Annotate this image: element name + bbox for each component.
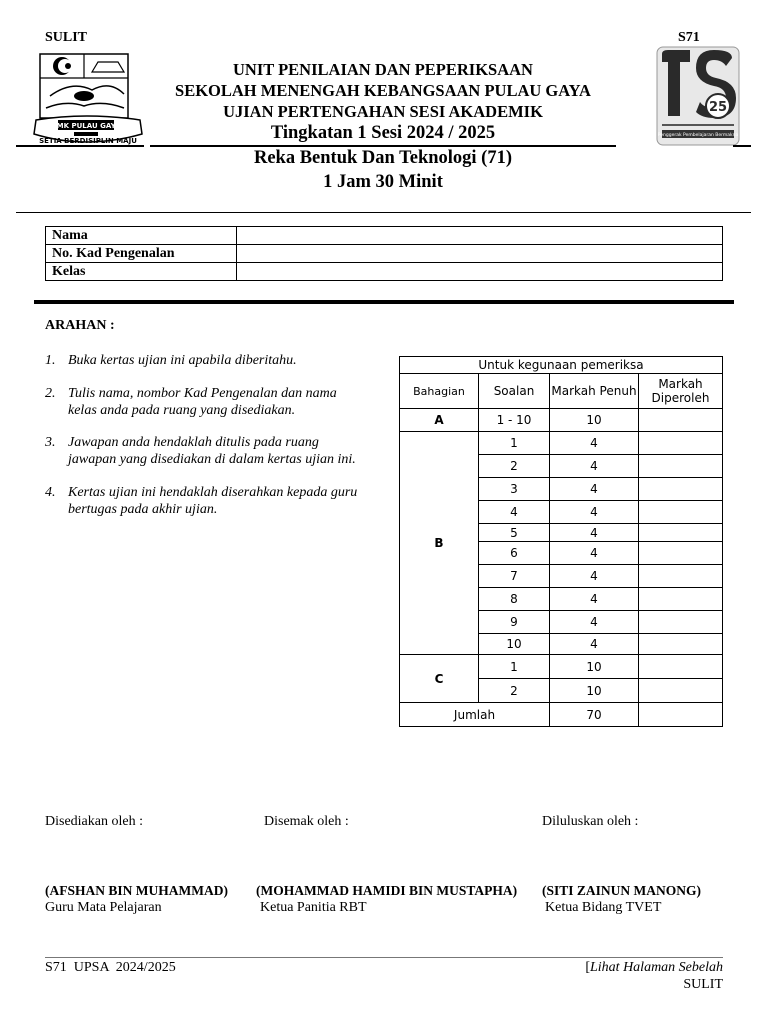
footer-code: S71 UPSA 2024/2025 <box>45 960 176 975</box>
row-penuh: 10 <box>550 679 639 703</box>
instructions-title: ARAHAN : <box>45 318 115 333</box>
row-soalan: 3 <box>479 478 550 501</box>
footer-classification: SULIT <box>683 977 723 992</box>
row-score-cell[interactable] <box>639 565 723 588</box>
info-row-name <box>46 227 723 245</box>
row-penuh: 4 <box>550 565 639 588</box>
signature-title: Ketua Bidang TVET <box>545 900 662 915</box>
header-soalan: Soalan <box>479 374 550 409</box>
info-label: Nama <box>46 227 237 245</box>
ts25-number: 25 <box>708 100 728 115</box>
row-soalan: 4 <box>479 501 550 524</box>
student-info-table <box>45 226 723 281</box>
header-line-2: SEKOLAH MENENGAH KEBANGSAAN PULAU GAYA <box>175 81 591 100</box>
thick-divider <box>34 300 734 304</box>
section-b-label: B <box>400 432 479 655</box>
instruction-item <box>45 434 365 468</box>
signature-title: Guru Mata Pelajaran <box>45 900 162 915</box>
row-penuh: 4 <box>550 478 639 501</box>
header-rule-right <box>733 145 751 147</box>
info-value-field[interactable] <box>237 245 723 263</box>
instruction-item <box>45 385 365 419</box>
row-soalan: 7 <box>479 565 550 588</box>
row-soalan: 2 <box>479 679 550 703</box>
signature-name: (MOHAMMAD HAMIDI BIN MUSTAPHA) <box>256 883 518 898</box>
signature-role: Diluluskan oleh : <box>542 814 639 829</box>
instruction-text: Tulis nama, nombor Kad Pengenalan dan nama kelas anda pada ruang yang disediakan. <box>68 386 337 418</box>
row-penuh: 4 <box>550 455 639 478</box>
row-soalan: 5 <box>479 524 550 542</box>
row-score-cell[interactable] <box>639 611 723 634</box>
row-soalan: 2 <box>479 455 550 478</box>
section-a-penuh: 10 <box>550 409 639 432</box>
ts25-program-logo <box>656 46 740 146</box>
signature-name: (AFSHAN BIN MUHAMMAD) <box>45 883 228 898</box>
classification-label: SULIT <box>45 30 88 45</box>
examiner-marks-table <box>399 356 723 727</box>
total-label: Jumlah <box>400 703 550 727</box>
instruction-item <box>45 352 365 369</box>
section-a-label: A <box>400 409 479 432</box>
instruction-number: 3. <box>45 435 56 450</box>
info-row-class <box>46 263 723 281</box>
marks-table-title: Untuk kegunaan pemeriksa <box>400 357 723 374</box>
row-score-cell[interactable] <box>639 634 723 655</box>
row-score-cell[interactable] <box>639 478 723 501</box>
row-penuh: 4 <box>550 588 639 611</box>
row-score-cell[interactable] <box>639 524 723 542</box>
row-penuh: 4 <box>550 501 639 524</box>
signature-role: Disemak oleh : <box>264 814 349 829</box>
signature-title: Ketua Panitia RBT <box>260 900 367 915</box>
subject-title: Reka Bentuk Dan Teknologi (71) <box>253 148 513 168</box>
header-line-4: Tingkatan 1 Sesi 2024 / 2025 <box>270 123 496 143</box>
title-divider <box>16 212 751 213</box>
total-score-cell[interactable] <box>639 703 723 727</box>
header-line-1: UNIT PENILAIAN DAN PEPERIKSAAN <box>233 60 533 79</box>
ts25-tagline: Penggerak Pembelajaran Bermakna <box>657 133 739 138</box>
row-score-cell[interactable] <box>639 455 723 478</box>
section-a-score-cell[interactable] <box>639 409 723 432</box>
header-markah-diperoleh: Markah Diperoleh <box>639 374 723 409</box>
info-value-field[interactable] <box>237 227 723 245</box>
paper-code: S71 <box>678 30 700 45</box>
signature-role: Disediakan oleh : <box>45 814 143 829</box>
info-label: Kelas <box>46 263 237 281</box>
info-row-ic <box>46 245 723 263</box>
row-penuh: 4 <box>550 634 639 655</box>
row-penuh: 4 <box>550 542 639 565</box>
row-penuh: 4 <box>550 611 639 634</box>
footer-next-page-text: Lihat Halaman Sebelah <box>590 960 723 975</box>
row-soalan: 8 <box>479 588 550 611</box>
header-bahagian: Bahagian <box>400 374 479 409</box>
row-soalan: 1 <box>479 655 550 679</box>
total-penuh: 70 <box>550 703 639 727</box>
section-a-soalan: 1 - 10 <box>479 409 550 432</box>
instruction-number: 4. <box>45 485 56 500</box>
row-score-cell[interactable] <box>639 588 723 611</box>
header-line-3: UJIAN PERTENGAHAN SESI AKADEMIK <box>223 102 543 121</box>
instruction-text: Jawapan anda hendaklah ditulis pada ruang jawapan yang disediakan di dalam kertas ujian ini. <box>68 435 356 467</box>
row-score-cell[interactable] <box>639 542 723 565</box>
header-rule-center <box>150 145 616 147</box>
instruction-item <box>45 484 365 518</box>
row-soalan: 9 <box>479 611 550 634</box>
footer-next-page <box>585 960 723 976</box>
row-score-cell[interactable] <box>639 501 723 524</box>
info-value-field[interactable] <box>237 263 723 281</box>
row-penuh: 4 <box>550 432 639 455</box>
row-score-cell[interactable] <box>639 655 723 679</box>
row-penuh: 4 <box>550 524 639 542</box>
section-c-label: C <box>400 655 479 703</box>
instruction-number: 1. <box>45 353 56 368</box>
header-markah-penuh: Markah Penuh <box>550 374 639 409</box>
crest-motto-text: SETIA BERDISIPLIN MAJU <box>39 137 137 145</box>
instruction-number: 2. <box>45 386 56 401</box>
footer-rule <box>45 957 723 958</box>
footer-bracket: [ <box>585 960 590 975</box>
crest-banner-text: SMK PULAU GAYA <box>51 122 121 130</box>
exam-duration: 1 Jam 30 Minit <box>323 172 443 192</box>
info-label: No. Kad Pengenalan <box>46 245 237 263</box>
row-soalan: 10 <box>479 634 550 655</box>
signature-name: (SITI ZAINUN MANONG) <box>542 883 702 898</box>
instruction-text: Buka kertas ujian ini apabila diberitahu. <box>68 353 297 368</box>
row-score-cell[interactable] <box>639 432 723 455</box>
row-soalan: 1 <box>479 432 550 455</box>
header-rule-left <box>16 145 144 147</box>
school-crest-logo <box>32 50 148 150</box>
instruction-text: Kertas ujian ini hendaklah diserahkan kepada guru bertugas pada akhir ujian. <box>68 485 358 517</box>
row-score-cell[interactable] <box>639 679 723 703</box>
row-soalan: 6 <box>479 542 550 565</box>
row-penuh: 10 <box>550 655 639 679</box>
